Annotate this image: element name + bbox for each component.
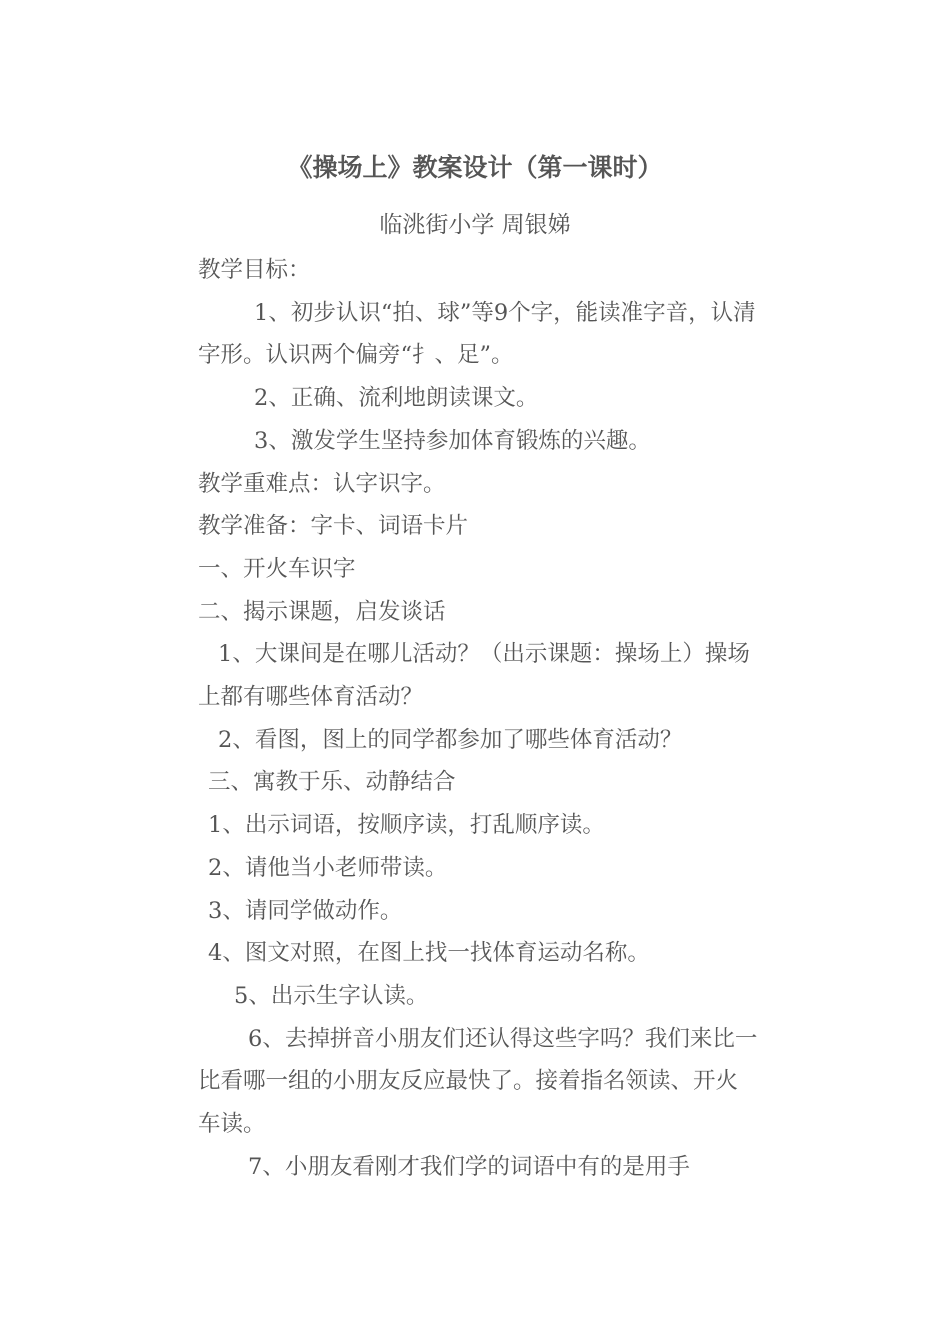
step-2-heading: 二、揭示课题，启发谈话 (198, 598, 446, 625)
step-1-heading: 一、开火车识字 (198, 555, 356, 582)
objective-1: 1、初步认识“拍、球”等9个字，能读准字音，认清字形。认识两个偏旁“扌、足”。 (198, 299, 756, 369)
step-3-item-5: 5、出示生字认读。 (234, 982, 429, 1009)
step-3-heading: 三、寓教于乐、动静结合 (208, 769, 456, 796)
step-3-item-1: 1、出示词语，按顺序读，打乱顺序读。 (208, 812, 605, 839)
step-3-item-3: 3、请同学做动作。 (208, 897, 403, 924)
document-title: 《操场上》教案设计（第一课时） (287, 153, 663, 182)
section-heading-objectives: 教学目标： (198, 257, 311, 283)
objective-2: 2、正确、流利地朗读课文。 (254, 385, 539, 412)
preparation: 教学准备：字卡、词语卡片 (198, 513, 469, 540)
step-2-item-2: 2、看图，图上的同学都参加了哪些体育活动？ (218, 726, 683, 753)
key-points: 教学重难点：认字识字。 (198, 470, 446, 497)
step-3-item-2: 2、请他当小老师带读。 (208, 854, 448, 881)
document-body (198, 249, 758, 1188)
step-2-item-1: 1、大课间是在哪儿活动？（出示课题：操场上）操场上都有哪些体育活动？ (198, 641, 750, 711)
step-3-item-4: 4、图文对照，在图上找一找体育运动名称。 (208, 940, 650, 967)
objective-3: 3、激发学生坚持参加体育锻炼的兴趣。 (254, 427, 651, 454)
step-3-item-6: 6、去掉拼音小朋友们还认得这些字吗？我们来比一比看哪一组的小朋友反应最快了。接着指名领读、开火车读。 (198, 1025, 758, 1138)
step-3-item-7: 7、小朋友看刚才我们学的词语中有的是用手 (248, 1153, 690, 1180)
document-author: 临洮街小学 周银娣 (379, 212, 571, 238)
